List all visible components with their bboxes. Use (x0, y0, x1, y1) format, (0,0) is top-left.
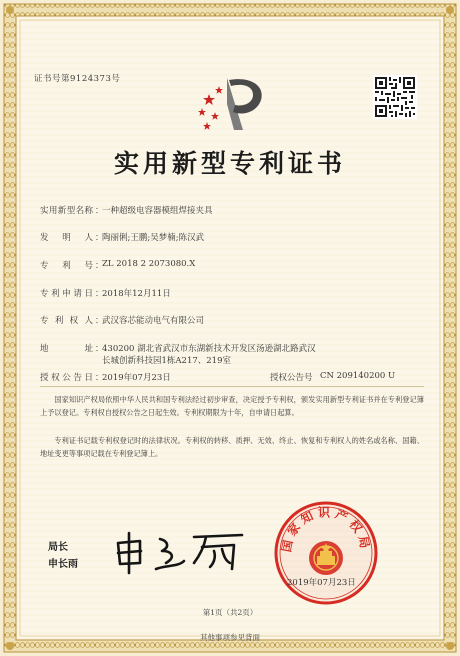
field-colon: ： (95, 316, 104, 326)
field-label: 专利号 (40, 261, 93, 271)
field-value: ZL 2018 2 2073080.X (102, 259, 196, 269)
svg-text:国家知识产权局: 国家知识产权局 (279, 505, 373, 554)
field-colon: ： (95, 206, 104, 216)
seal-date: 2019年07月23日 (287, 578, 356, 588)
field-value: 武汉容芯能动电气有限公司 (102, 316, 205, 326)
patent-office-emblem-icon (193, 74, 273, 136)
field-value: 一种超级电容器模组焊接夹具 (102, 206, 213, 216)
notice-paragraph-2: 专利证书记载专利权登记时的法律状况。专利权的转移、质押、无效、终止、恢复和专利权人的姓名或名称、国籍、地址变更等事项记载在专利登记簿上。 (40, 436, 424, 458)
field-value-continued: 长城创新科技园1栋A217、219室 (102, 356, 231, 366)
certificate-number: 证书号第9124373号 (34, 74, 121, 84)
field-label: 专利权人 (40, 316, 93, 326)
handwritten-signature (110, 529, 250, 575)
field-label: 实用新型名称 (40, 206, 93, 216)
footer-note: 其他事项参见背面 (200, 633, 260, 642)
signatory-name: 申长雨 (48, 559, 78, 570)
official-seal-icon (271, 498, 381, 608)
certificate-title: 实用新型专利证书 (113, 149, 346, 178)
field-value: 2019年07月23日 (102, 373, 171, 383)
field-value: 430200 湖北省武汉市东湖新技术开发区汤逊湖北路武汉 (102, 344, 316, 354)
field-label: 授权公告日 (40, 373, 93, 383)
field-colon: ： (95, 344, 104, 354)
field-label: 发明人 (40, 233, 93, 243)
notice-paragraph-1: 国家知识产权局依照中华人民共和国专利法经过初步审查，决定授予专利权，颁发实用新型专利证书并在专利登记簿上予以登记。专利权自授权公告之日起生效。专利权期限为十年，自申请日起算。 (40, 395, 424, 417)
divider-line (40, 386, 424, 387)
page-number: 第1页（共2页） (202, 608, 258, 617)
field-colon: ： (95, 289, 104, 299)
field-label: 地址 (40, 344, 93, 354)
field-colon: ： (95, 233, 104, 243)
field-value: 2018年12月11日 (102, 289, 171, 299)
field-value: 陶丽俐;王鹏;吴梦楠;陈汉武 (102, 233, 205, 243)
field-value: CN 209140200 U (320, 371, 396, 381)
signatory-role: 局长 (48, 542, 68, 553)
qr-code-icon (373, 75, 417, 119)
field-label: 授权公告号 (270, 373, 313, 383)
field-colon: ： (95, 373, 104, 383)
field-colon: ： (95, 261, 104, 271)
field-label: 专利申请日 (40, 289, 93, 299)
